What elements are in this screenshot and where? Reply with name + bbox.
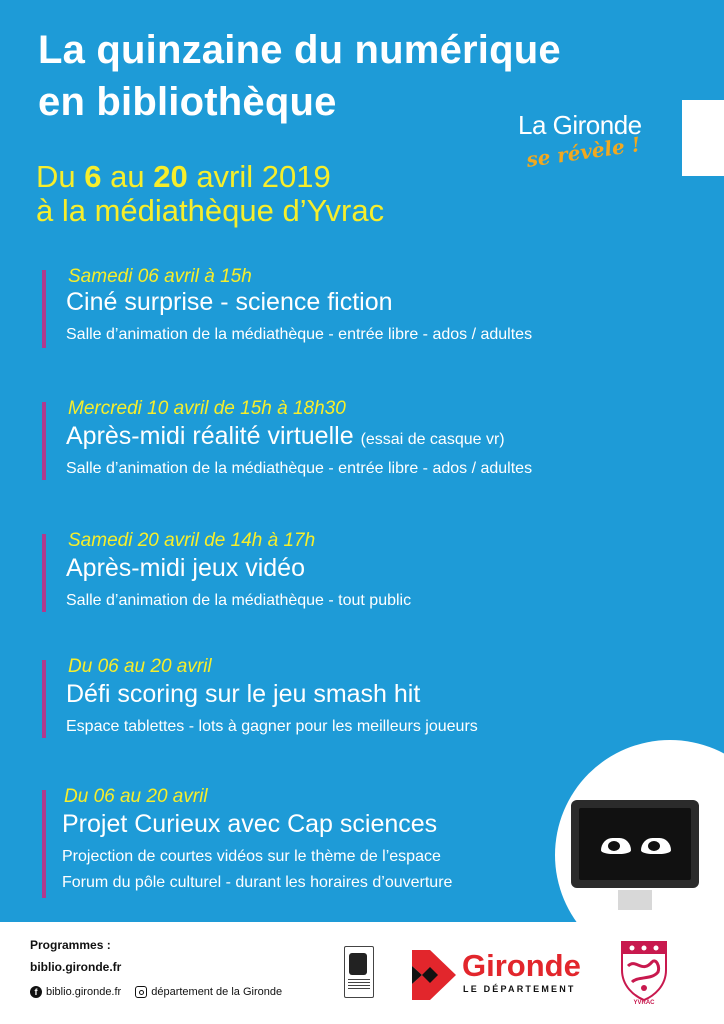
venue: à la médiathèque d’Yvrac	[36, 193, 385, 228]
date-suffix: avril 2019	[187, 159, 331, 194]
logo-panel	[682, 100, 724, 176]
date-mid: au	[101, 159, 154, 194]
event-name	[66, 554, 305, 583]
event-name	[62, 810, 437, 839]
title-line-2: en bibliothèque	[38, 80, 337, 124]
date-end: 20	[153, 159, 188, 194]
gironde-name: Gironde	[462, 948, 581, 983]
gironde-logo-text: La Gironde	[518, 110, 642, 140]
event-date: Samedi 20 avril de 14h à 17h	[68, 530, 316, 551]
event-bar	[42, 660, 46, 738]
instagram-icon	[135, 986, 147, 998]
event-desc: Salle d’animation de la médiathèque - entrée libre - ados / adultes	[66, 460, 533, 477]
yvrac-crest-icon	[618, 940, 670, 1002]
event-title: Ciné surprise - science fiction	[66, 288, 393, 316]
yvrac-label: YVRAC	[633, 1000, 655, 1006]
event-name	[66, 680, 420, 709]
event-title: Après-midi réalité virtuelle	[66, 422, 354, 450]
date-start: 6	[84, 159, 102, 194]
pupil	[648, 841, 660, 851]
event-bar	[42, 402, 46, 480]
revele-tagline: se révèle !	[524, 132, 642, 172]
event-name	[66, 422, 505, 451]
eye-right	[641, 838, 671, 854]
event-title: Défi scoring sur le jeu smash hit	[66, 680, 421, 708]
monitor-stand	[618, 890, 652, 910]
gironde-subtitle: LE DÉPARTEMENT	[463, 984, 576, 994]
gironde-arrow-icon	[412, 950, 456, 1000]
event-desc: Projection de courtes vidéos sur le thème de l’espace	[62, 848, 441, 865]
site-link[interactable]: biblio.gironde.fr	[30, 960, 122, 974]
eye-left	[601, 838, 631, 854]
date-range	[36, 160, 384, 194]
label-logo-mark	[349, 953, 367, 975]
facebook-icon: f	[30, 986, 42, 998]
event-desc: Salle d’animation de la médiathèque - entrée libre - ados / adultes	[66, 326, 533, 343]
title-line-1: La quinzaine du numérique	[38, 28, 561, 72]
event-desc: Espace tablettes - lots à gagner pour les meilleurs joueurs	[66, 718, 478, 735]
event-desc: Forum du pôle culturel - durant les horaires d’ouverture	[62, 874, 453, 891]
event-date: Du 06 au 20 avril	[64, 786, 208, 807]
monitor-eyes-icon	[571, 800, 699, 888]
event-bar	[42, 790, 46, 898]
social-links	[30, 986, 282, 998]
event-date: Du 06 au 20 avril	[68, 656, 212, 677]
event-title: Après-midi jeux vidéo	[66, 554, 305, 582]
event-date: Mercredi 10 avril de 15h à 18h30	[68, 398, 346, 419]
label-logo	[344, 946, 374, 998]
label-logo-lines	[348, 979, 370, 991]
event-dates	[36, 160, 384, 228]
event-bar	[42, 270, 46, 348]
instagram-link[interactable]: département de la Gironde	[151, 986, 283, 998]
event-name	[66, 288, 393, 317]
programmes-label: Programmes :	[30, 938, 111, 952]
facebook-link[interactable]: biblio.gironde.fr	[46, 986, 122, 998]
monitor-screen	[579, 808, 691, 880]
page-title	[38, 24, 561, 128]
event-desc: Salle d’animation de la médiathèque - tout public	[66, 592, 412, 609]
event-subtitle: (essai de casque vr)	[360, 431, 505, 448]
pupil	[608, 841, 620, 851]
date-prefix: Du	[36, 159, 85, 194]
event-title: Projet Curieux avec Cap sciences	[62, 810, 438, 838]
event-date: Samedi 06 avril à 15h	[68, 266, 252, 287]
event-bar	[42, 534, 46, 612]
